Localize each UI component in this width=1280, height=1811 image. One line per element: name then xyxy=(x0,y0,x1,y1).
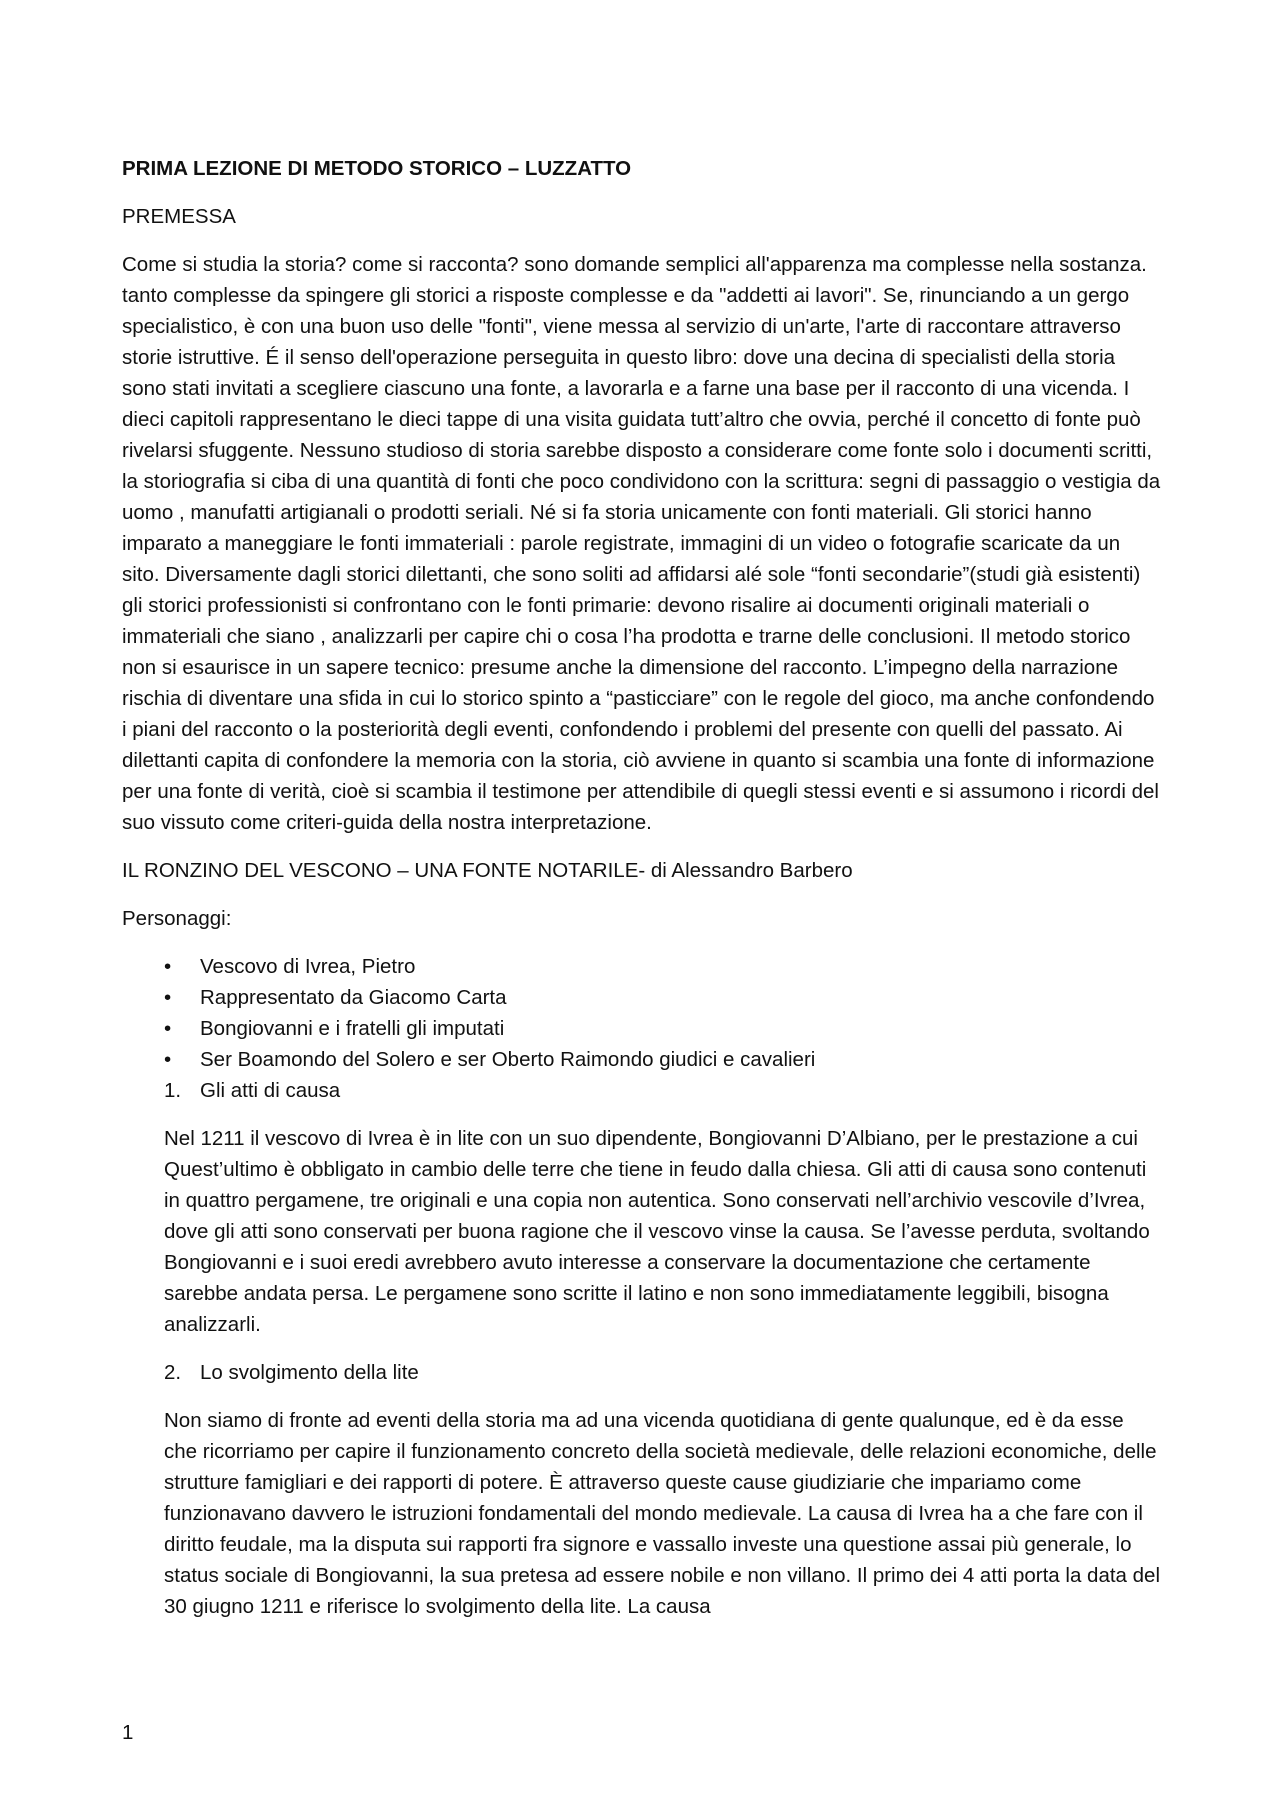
section-1-title: Gli atti di causa xyxy=(200,1079,341,1102)
page-number: 1 xyxy=(122,1721,134,1744)
list-item-text: Ser Boamondo del Solero e ser Oberto Raimondo giudici e cavalieri xyxy=(200,1048,816,1071)
list-item-text: Vescovo di Ivrea, Pietro xyxy=(200,955,416,978)
bullet-icon: • xyxy=(164,986,172,1009)
premessa-paragraph: Come si studia la storia? come si racconta? sono domande semplici all'apparenza ma complesse nella sostanza. tanto complesse da spingere gli storici a risposte complesse e da "addetti ai lavori". Se, rinunciando a un gergo specialistico, è con una buon uso delle "fonti", viene messa al servizio di un'arte, l'arte di raccontare attraverso storie istruttive. É il senso dell'operazione perseguita in questo libro: dove una decina di specialisti della storia sono stati invitati a scegliere ciascuno una fonte, a lavorarla e a farne una base per il racconto di una vicenda. I dieci capitoli rappresentano le dieci tappe di una visita guidata tutt’altro che ovvia, perché il concetto di fonte può rivelarsi sfuggente. Nessuno studioso di storia sarebbe disposto a considerare come fonte solo i documenti scritti, la storiografia si ciba di una quantità di fonti che poco condividono con la scrittura: segni di passaggio o vestigia da uomo , manufatti artigianali o prodotti seriali. Né si fa storia unicamente con fonti materiali. Gli storici hanno imparato a maneggiare le fonti immateriali : parole registrate, immagini di un video o fotografie scaricate da un sito. Diversamente dagli storici dilettanti, che sono soliti ad affidarsi alé sole “fonti secondarie”(studi già esistenti) gli storici professionisti si confrontano con le fonti primarie: devono risalire ai documenti originali materiali o immateriali che siano , analizzarli per capire chi o cosa l’ha prodotta e trarne delle conclusioni. Il metodo storico non si esaurisce in un sapere tecnico: presume anche la dimensione del racconto. L’impegno della narrazione rischia di diventare una sfida in cui lo storico spinto a “pasticciare” con le regole del gioco, ma anche confondendo i piani del racconto o la posteriorità degli eventi, confondendo i problemi del presente con quelli del passato. Ai dilettanti capita di confondere la memoria con la storia, ciò avviene in quanto si scambia una fonte di informazione per una fonte di verità, cioè si scambia il testimone per attendibile di quegli stessi eventi e si assumono i ricordi del suo vissuto come criteri-guida della nostra interpretazione. xyxy=(122,253,1161,834)
document-body xyxy=(122,153,1162,1639)
personaggi-label: Personaggi: xyxy=(122,907,232,930)
list-item xyxy=(164,1044,1162,1075)
bullet-icon: • xyxy=(164,1048,172,1071)
personaggi-list xyxy=(122,951,1162,1075)
section-2-title: Lo svolgimento della lite xyxy=(200,1361,419,1384)
list-item-text: Bongiovanni e i fratelli gli imputati xyxy=(200,1017,505,1040)
chapter-heading: IL RONZINO DEL VESCONO – UNA FONTE NOTARILE- di Alessandro Barbero xyxy=(122,859,853,882)
list-item-text: Rappresentato da Giacomo Carta xyxy=(200,986,507,1009)
list-item xyxy=(164,1013,1162,1044)
section-2-heading xyxy=(122,1357,1162,1388)
section-2-paragraph: Non siamo di fronte ad eventi della storia ma ad una vicenda quotidiana di gente qualunque, ed è da esse che ricorriamo per capire il funzionamento concreto della società medievale, delle relazioni economiche, delle strutture famigliari e dei rapporti di potere. È attraverso queste cause giudiziarie che impariamo come funzionavano davvero le istruzioni fondamentali del mondo medievale. La causa di Ivrea ha a che fare con il diritto feudale, ma la disputa sui rapporti fra signore e vassallo investe una questione assai più generale, lo status sociale di Bongiovanni, la sua pretesa ad essere nobile e non villano. Il primo dei 4 atti porta la data del 30 giugno 1211 e riferisce lo svolgimento della lite. La causa xyxy=(164,1409,1161,1618)
section-2-number: 2. xyxy=(164,1361,182,1384)
section-1-number: 1. xyxy=(164,1079,182,1102)
section-1-paragraph: Nel 1211 il vescovo di Ivrea è in lite con un suo dipendente, Bongiovanni D’Albiano, per le prestazione a cui Quest’ultimo è obbligato in cambio delle terre che tiene in feudo dalla chiesa. Gli atti di causa sono contenuti in quattro pergamene, tre originali e una copia non autentica. Sono conservati nell’archivio vescovile d’Ivrea, dove gli atti sono conservati per buona ragione che il vescovo vinse la causa. Se l’avesse perduta, svoltando Bongiovanni e i suoi eredi avrebbero avuto interesse a conservare la documentazione che certamente sarebbe andata persa. Le pergamene sono scritte il latino e non sono immediatamente leggibili, bisogna analizzarli. xyxy=(164,1127,1150,1336)
bullet-icon: • xyxy=(164,1017,172,1040)
list-item xyxy=(164,982,1162,1013)
premessa-heading: PREMESSA xyxy=(122,205,236,228)
list-item xyxy=(164,951,1162,982)
bullet-icon: • xyxy=(164,955,172,978)
section-1-heading xyxy=(122,1075,1162,1106)
document-title: PRIMA LEZIONE DI METODO STORICO – LUZZATTO xyxy=(122,157,632,180)
